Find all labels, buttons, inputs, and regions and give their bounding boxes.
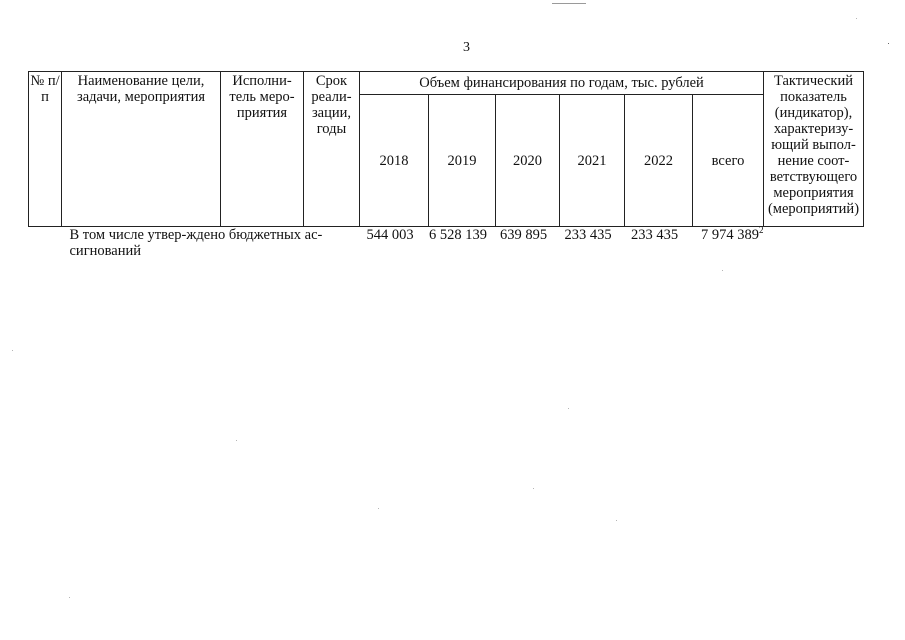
value-2018: 544 003 <box>366 227 414 243</box>
scan-mark <box>552 3 586 4</box>
scan-speck <box>236 440 237 441</box>
row-indicator <box>764 227 864 260</box>
header-year-2022: 2022 <box>625 95 693 227</box>
value-2022: 233 435 <box>630 227 679 243</box>
header-year-2021: 2021 <box>560 95 625 227</box>
scan-speck <box>568 408 569 409</box>
header-name: Наименование цели, задачи, мероприятия <box>62 72 221 227</box>
financing-table <box>28 71 864 259</box>
header-num: № п/п <box>29 72 62 227</box>
scan-speck <box>722 270 723 271</box>
header-term: Срок реали-зации, годы <box>304 72 360 227</box>
header-year-2020: 2020 <box>496 95 560 227</box>
scan-speck <box>533 488 534 489</box>
row-label: В том числе утвер-ждено бюджетных ас-сигнований <box>69 227 323 259</box>
total-amount: 7 974 389 <box>701 227 759 243</box>
table-row <box>29 227 864 260</box>
header-year-2019: 2019 <box>429 95 496 227</box>
value-2020: 639 895 <box>499 227 548 243</box>
header-indicator: Тактический показатель (индикатор), характеризу-ющий выпол-нение соот-ветствующего мероприятия (мероприятий) <box>764 72 864 227</box>
page-number: 3 <box>463 40 470 55</box>
header-total: всего <box>693 95 764 227</box>
scan-speck <box>378 508 379 509</box>
value-total <box>693 227 764 260</box>
header-executor: Исполни-тель меро-приятия <box>221 72 304 227</box>
header-year-2018: 2018 <box>360 95 429 227</box>
header-funding: Объем финансирования по годам, тыс. рублей <box>360 72 764 95</box>
footnote-marker: 2 <box>759 225 764 236</box>
scan-speck <box>616 520 617 521</box>
scan-speck <box>12 350 13 351</box>
scan-speck <box>856 18 857 19</box>
row-num <box>29 227 62 260</box>
scan-speck <box>888 43 889 44</box>
value-2019: 6 528 139 <box>429 227 487 243</box>
scan-speck <box>69 597 70 598</box>
value-2021: 233 435 <box>564 227 612 243</box>
